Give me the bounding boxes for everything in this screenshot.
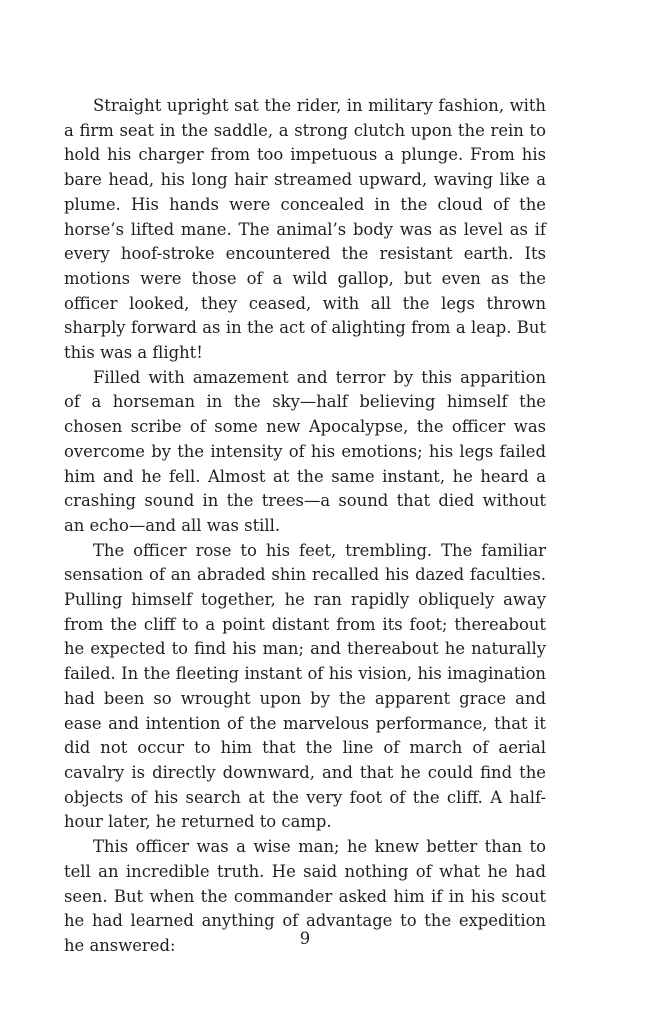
paragraph-apparition: Filled with amazement and terror by this apparition of a horseman in the sky—half believing himself the chosen scribe of some new Apocalypse, the officer was overcome by the intensity of his emotions; his legs failed him and he fell. Almost at the same instant, he heard a crashing sound in the trees—a sound that died without an echo—and all was still. — [64, 367, 546, 535]
page-body — [64, 94, 546, 959]
page-number: 9 — [299, 929, 311, 948]
paragraph-rider: Straight upright sat the rider, in military fashion, with a firm seat in the saddle, a strong clutch upon the rein to hold his charger from too impetuous a plunge. From his bare head, his long hair streamed upward, waving like a plume. His hands were concealed in the cloud of the horse’s lifted mane. The animal’s body was as level as if every hoof-stroke encountered the resistant earth. Its motions were those of a wild gallop, but even as the officer looked, they ceased, with all the legs thrown sharply forward as in the act of alighting from a leap. But this was a flight! — [64, 96, 546, 363]
paragraph-wise-man: This officer was a wise man; he knew better than to tell an incredible truth. He said nothing of what he had seen. But when the commander asked him if in his scout he had learned anything of advantage to the expedition he answered: — [64, 837, 546, 955]
paragraph-officer-rose: The officer rose to his feet, trembling. The familiar sensation of an abraded shin recalled his dazed faculties. Pulling himself together, he ran rapidly obliquely away from the cliff to a point distant from its foot; thereabout he expected to find his man; and thereabout he naturally failed. In the fleeting instant of his vision, his imagination had been so wrought upon by the apparent grace and ease and intention of the marvelous performance, that it did not occur to him that the line of march of aerial cavalry is directly downward, and that he could find the objects of his search at the very foot of the cliff. A half-hour later, he returned to camp. — [64, 540, 546, 832]
